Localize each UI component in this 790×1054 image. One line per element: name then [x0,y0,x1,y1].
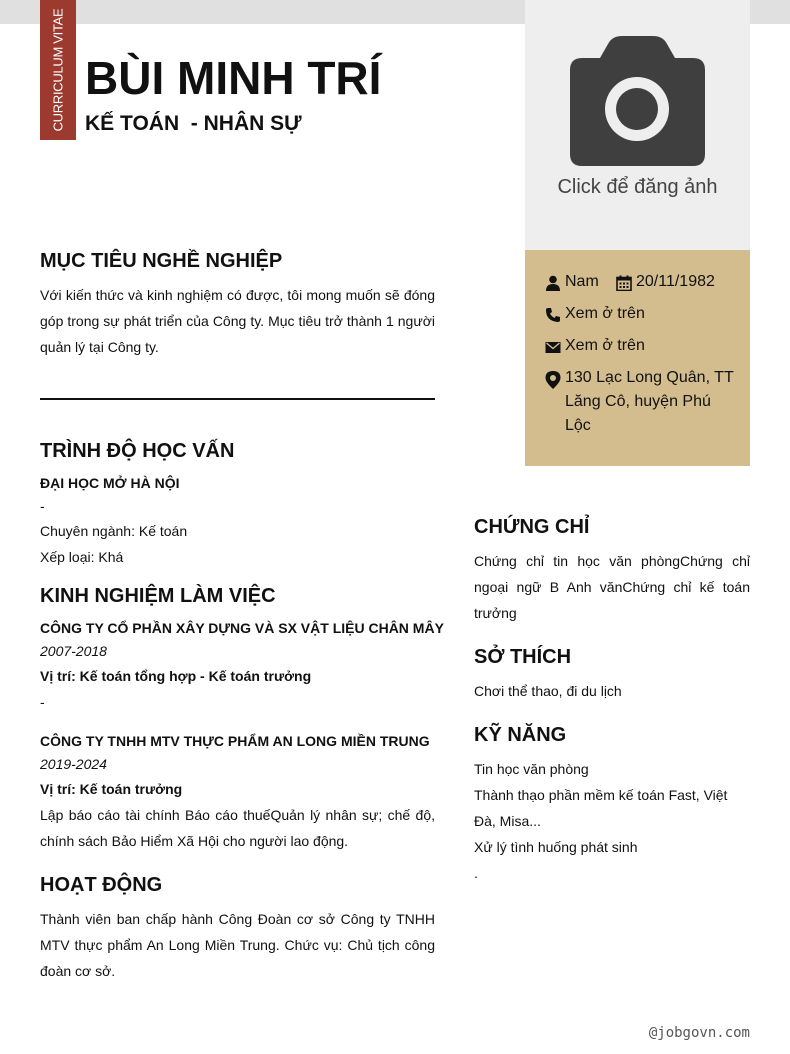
contact-box [525,250,750,466]
education-dash: - [40,498,45,514]
job-title: KẾ TOÁN - NHÂN SỰ [85,112,302,135]
photo-upload-label: Click để đăng ảnh [557,176,718,198]
skill-item: Thành thạo phần mềm kế toán Fast, Việt Đà, Misa... [474,787,728,829]
person-icon [545,275,561,291]
job-description: - [40,694,45,710]
phone-value: Xem ở trên [565,305,645,322]
job-position: Vị trí: Kế toán tổng hợp - Kế toán trưởng [40,668,312,684]
cv-label: CURRICULUM VITAE [50,8,66,132]
candidate-name: BÙI MINH TRÍ [85,52,382,104]
cv-label-tab [40,0,76,140]
education-major: Chuyên ngành: Kế toán [40,523,188,539]
mail-icon [545,339,561,355]
certificates-title: CHỨNG CHỈ [474,516,590,538]
job-position: Vị trí: Kế toán trưởng [40,781,183,797]
location-pin-icon [545,371,561,389]
skill-item: . [474,865,478,881]
birthdate-value: 20/11/1982 [636,273,715,290]
education-title: TRÌNH ĐỘ HỌC VẤN [40,440,235,462]
activities-text: Thành viên ban chấp hành Công Đoàn cơ sở Công ty TNHH MTV thực phẩm An Long Miền Trung. Chức vụ: Chủ tịch công đoàn cơ sở. [40,911,435,979]
experience-title: KINH NGHIỆM LÀM VIỆC [40,585,276,607]
hobbies-text: Chơi thể thao, đi du lịch [474,683,622,699]
education-school: ĐẠI HỌC MỞ HÀ NỘI [40,475,180,491]
skill-item: Tin học văn phòng [474,761,589,777]
job-period: 2019-2024 [40,756,107,772]
skills-title: KỸ NĂNG [474,724,567,746]
footer-watermark: @jobgovn.com [648,1025,750,1041]
address-line-1: 130 Lạc Long Quân, TT [565,369,734,386]
objective-title: MỤC TIÊU NGHỀ NGHIỆP [40,250,283,272]
photo-upload-area[interactable] [525,0,750,250]
phone-icon [545,307,561,323]
job-description: Lập báo cáo tài chính Báo cáo thuếQuản lý nhân sự; chế độ, chính sách Bảo Hiểm Xã Hội cho người lao động. [40,807,435,849]
job-period: 2007-2018 [40,643,107,659]
address-line-2: Lăng Cô, huyện Phú [565,393,711,410]
skill-item: Xử lý tình huống phát sinh [474,839,638,855]
objective-text: Với kiến thức và kinh nghiệm có được, tôi mong muốn sẽ đóng góp trong sự phát triển của Công ty. Mục tiêu trở thành 1 người quản lý tại Công ty. [40,287,435,355]
section-divider [40,398,435,400]
email-value: Xem ở trên [565,337,645,354]
gender-value: Nam [565,273,599,290]
activities-title: HOẠT ĐỘNG [40,874,163,896]
education-grade: Xếp loại: Khá [40,549,124,565]
job-company: CÔNG TY CỔ PHẦN XÂY DỰNG VÀ SX VẬT LIỆU CHÂN MÂY [40,620,444,636]
address-line-3: Lộc [565,417,591,434]
job-company: CÔNG TY TNHH MTV THỰC PHẨM AN LONG MIỀN TRUNG [40,733,430,749]
camera-icon [570,36,705,166]
calendar-icon [616,275,632,291]
certificates-text: Chứng chỉ tin học văn phòngChứng chỉ ngoại ngữ B Anh vănChứng chỉ kế toán trưởng [474,553,750,621]
hobbies-title: SỞ THÍCH [474,646,572,668]
